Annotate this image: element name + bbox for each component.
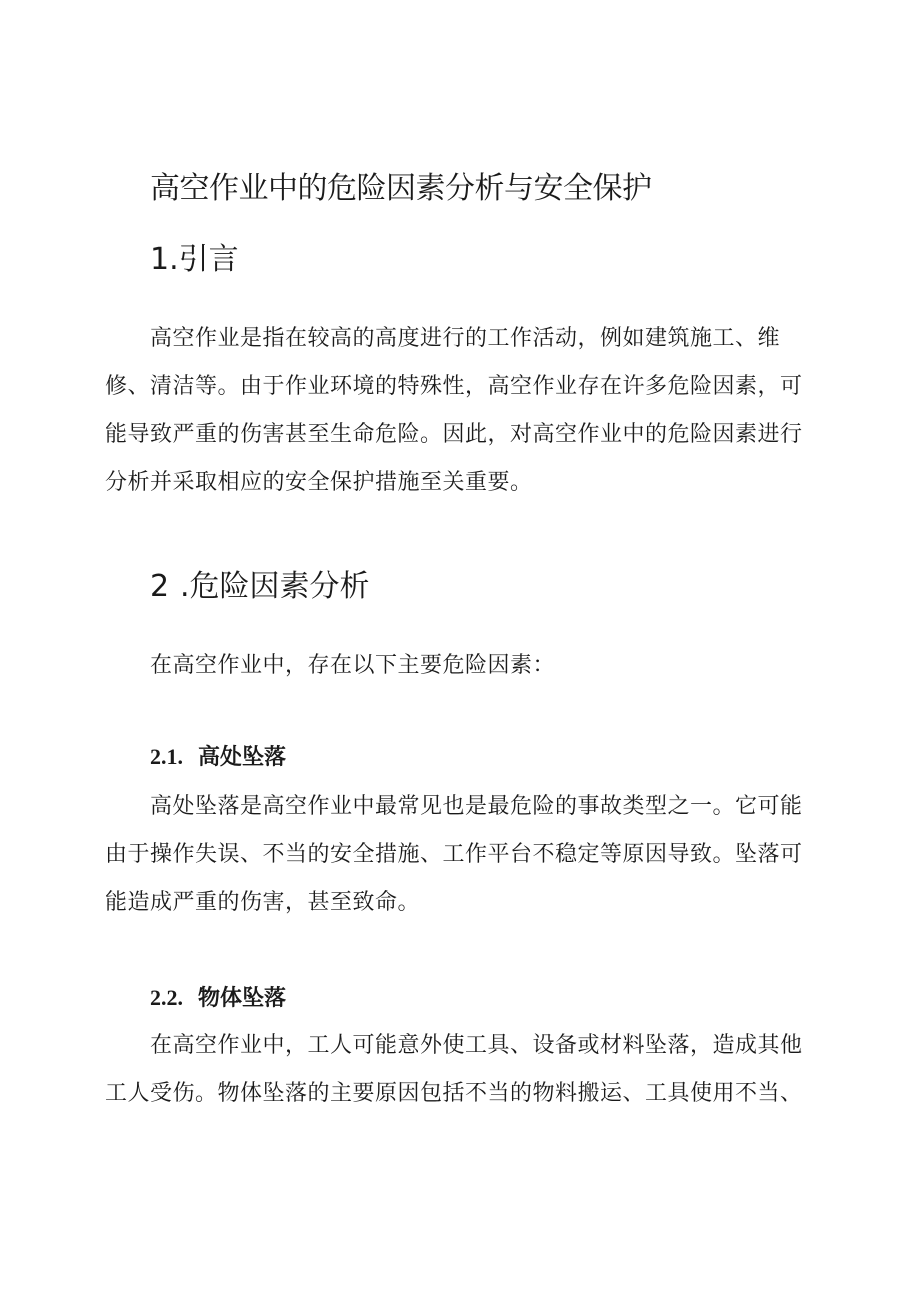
- section-title: .危险因素分析: [180, 569, 370, 604]
- section-title: 引言: [178, 242, 239, 277]
- section-number: 2: [150, 569, 170, 604]
- introduction-paragraph: 高空作业是指在较高的高度进行的工作活动，例如建筑施工、维修、清洁等。由于作业环境的特殊性，高空作业存在许多危险因素，可能导致严重的伤害甚至生命危险。因此，对高空作业中的危险因素进行分析并采取相应的安全保护措施至关重要。: [105, 326, 803, 495]
- section-heading-introduction: [150, 241, 239, 279]
- subsection-title: 高处坠落: [198, 745, 287, 770]
- falls-from-height-paragraph: 高处坠落是高空作业中最常见也是最危险的事故类型之一。它可能由于操作失误、不当的安全措施、工作平台不稳定等原因导致。坠落可能造成严重的伤害，甚至致命。: [105, 794, 803, 915]
- section-number: 1.: [150, 242, 179, 277]
- falling-objects-paragraph: 在高空作业中，工人可能意外使工具、设备或材料坠落，造成其他工人受伤。物体坠落的主要原因包括不当的物料搬运、工具使用不当、: [105, 1033, 803, 1106]
- hazard-analysis-lead-paragraph: 在高空作业中，存在以下主要危险因素：: [150, 653, 556, 678]
- subsection-number: 2.1.: [150, 744, 183, 769]
- subsection-heading-falls-from-height: [150, 742, 286, 773]
- subsection-heading-falling-objects: [150, 983, 286, 1014]
- subsection-title: 物体坠落: [198, 986, 287, 1011]
- subsection-number: 2.2.: [150, 985, 183, 1010]
- section-heading-hazard-analysis: [150, 568, 370, 606]
- document-title: 高空作业中的危险因素分析与安全保护: [150, 171, 652, 206]
